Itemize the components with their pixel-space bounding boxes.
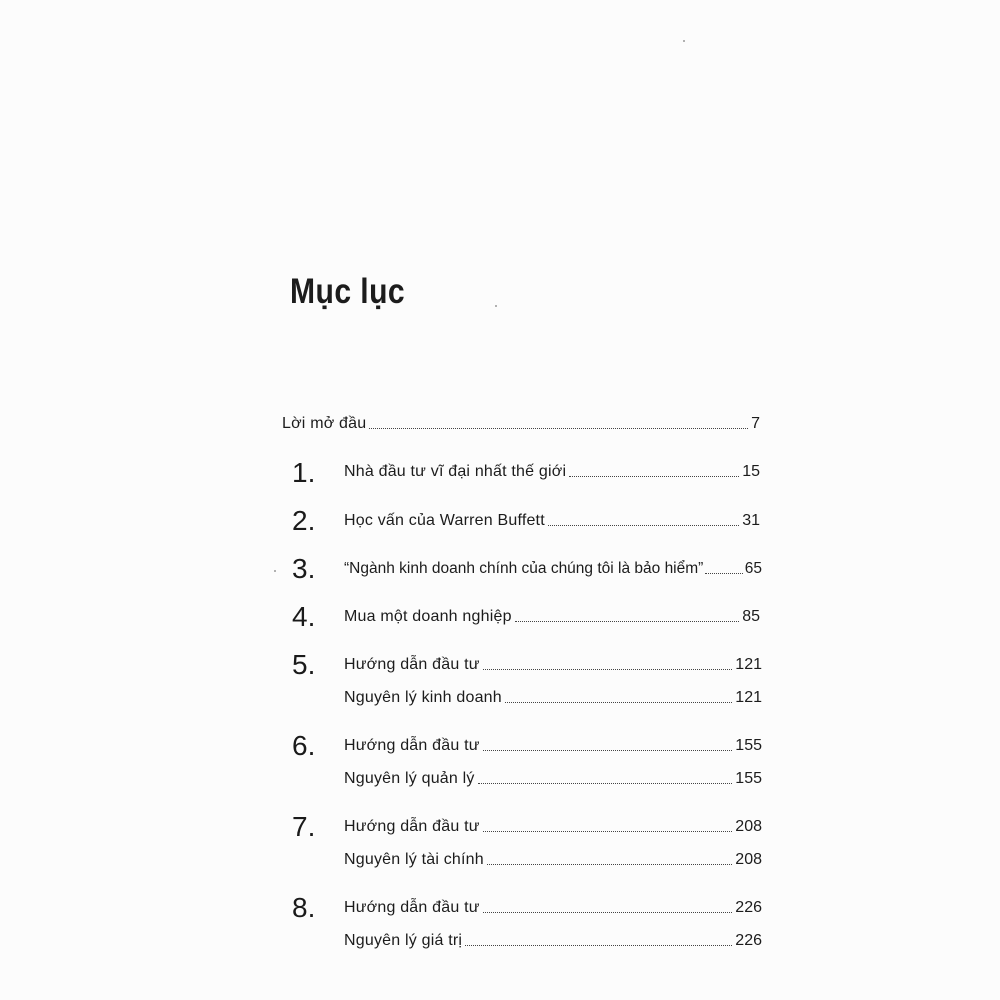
chapter-number: 7. (292, 811, 316, 842)
toc-entry-label: Hướng dẫn đầu tư (344, 899, 480, 916)
toc-entry-label: Nhà đầu tư vĩ đại nhất thế giới (344, 463, 567, 480)
toc-entry-label: Học vấn của Warren Buffett (344, 512, 545, 529)
toc-entry-page: 155 (735, 737, 762, 754)
toc-entry (344, 509, 760, 531)
chapter-number: 1. (292, 457, 316, 488)
toc-entry-label: “Ngành kinh doanh chính của chúng tôi là bảo hiểm” (344, 560, 704, 577)
dot-leader (505, 702, 732, 703)
dot-leader (483, 750, 733, 751)
dot-leader (569, 476, 739, 477)
toc-entry (344, 767, 762, 789)
toc-entry-label: Nguyên lý quản lý (344, 770, 475, 787)
toc-entry-preface (282, 412, 760, 434)
toc-entry-label: Nguyên lý kinh doanh (344, 689, 502, 706)
toc-entry (344, 896, 762, 918)
toc-entry (344, 653, 762, 675)
toc-entry-page: 208 (735, 851, 762, 868)
dot-leader (483, 912, 733, 913)
toc-entry-page: 15 (742, 463, 760, 480)
scan-speck (683, 40, 685, 42)
toc-entry-page: 65 (744, 560, 762, 577)
toc-entry-label: Lời mở đầu (282, 415, 367, 432)
toc-entry-page: 85 (742, 608, 760, 625)
dot-leader (483, 669, 733, 670)
toc-entry (344, 929, 762, 951)
dot-leader (369, 428, 748, 429)
dot-leader (478, 783, 733, 784)
toc-entry-page: 208 (735, 818, 762, 835)
chapter-number: 4. (292, 601, 316, 632)
scan-speck (495, 305, 497, 307)
chapter-number: 2. (292, 505, 316, 536)
dot-leader (483, 831, 733, 832)
chapter-number: 5. (292, 649, 316, 680)
toc-entry-page: 31 (742, 512, 760, 529)
chapter-number: 6. (292, 730, 316, 761)
toc-entry-page: 121 (735, 656, 762, 673)
toc-entry-page: 121 (735, 689, 762, 706)
toc-entry-page: 7 (751, 415, 760, 432)
toc-entry (344, 686, 762, 708)
toc-entry-label: Nguyên lý tài chính (344, 851, 484, 868)
dot-leader (705, 573, 742, 574)
toc-entry-label: Hướng dẫn đầu tư (344, 818, 480, 835)
chapter-number: 3. (292, 553, 316, 584)
toc-entry (344, 557, 762, 579)
toc-entry (344, 605, 760, 627)
toc-entry-label: Hướng dẫn đầu tư (344, 737, 480, 754)
toc-entry (344, 734, 762, 756)
toc-entry-label: Hướng dẫn đầu tư (344, 656, 480, 673)
toc-entry-label: Nguyên lý giá trị (344, 932, 463, 949)
chapter-number: 8. (292, 892, 316, 923)
dot-leader (465, 945, 732, 946)
page-title: Mục lục (290, 272, 406, 311)
toc-entry (344, 460, 760, 482)
toc-entry (344, 848, 762, 870)
toc-entry-page: 155 (735, 770, 762, 787)
dot-leader (515, 621, 740, 622)
toc-entry-label: Mua một doanh nghiệp (344, 608, 512, 625)
dot-leader (548, 525, 739, 526)
toc-entry-page: 226 (735, 932, 762, 949)
scan-speck (274, 570, 276, 572)
dot-leader (487, 864, 732, 865)
toc-entry-page: 226 (735, 899, 762, 916)
toc-entry (344, 815, 762, 837)
